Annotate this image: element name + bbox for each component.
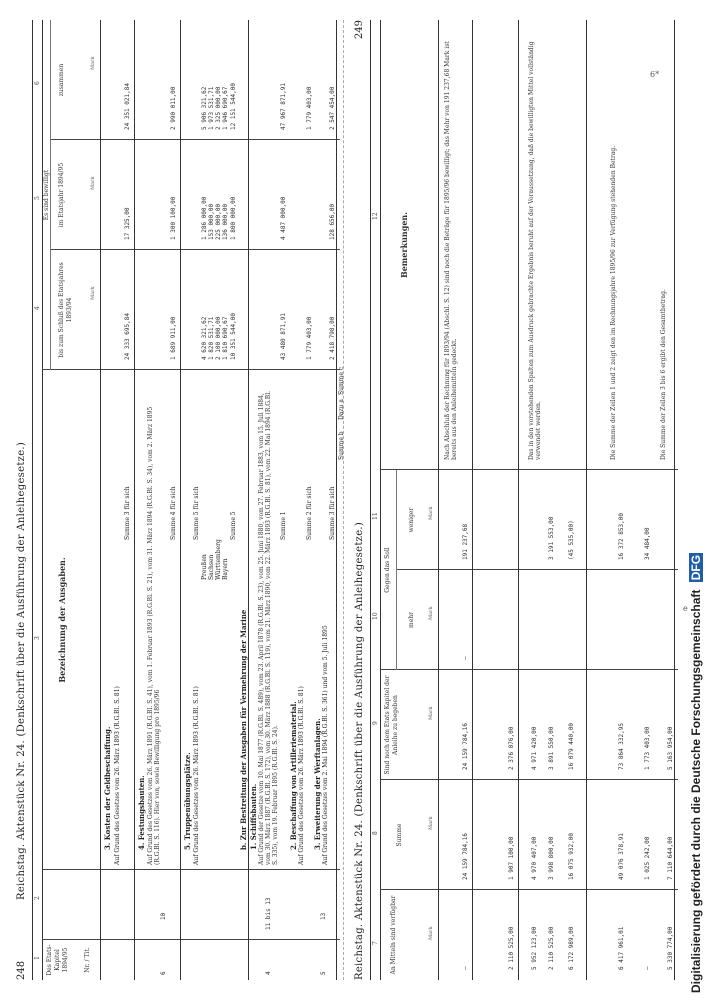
right-page: Reichstag. Aktenstück Nr. 24. (Denkschrift über die Ausführung der Anleihegesetze.) 249 7 8 9 10 11 12 An Mitteln sind verfügbar Summe Sind noch dem Etats Kapitel der Anleihe zu begeben Gegen das Soll mehr weniger Bemerkungen. Mark Mark Mark Mark Mark — 24 159 784,16 24 159 784,16 — 191 237,68 Nach Abschluß der Rechnung für 1893/94 (Abschl. S. 12) sind noch die Beträge für 1895/96 bewilligt; das Mehr von 191 237,68 Mark ist bereits aus den Anleihemitteln gedeckt. 2 110 525,00 1 907 100,00 2 376 076,00 5 952 123,00 4 970 407,00 4 971 420,00 Das in den vorstehenden Spalten zum Ausdruck gebrachte Ergebnis beruht auf der Voraussetzung, daß die bewilligten Mittel vollständig verwendet werden. 2 110 525,00 3 998 800,00 3 891 550,00 3 191 553,00 6 172 989,00 16 075 932,00 16 079 440,00 (45 535,00) 6 417 961,01 49 076 378,91 73 864 332,95 16 372 853,00 Die Summe der Zeilen 1 und 2 zeigt den im Rechnungsjahre 1895/96 zur Verfügung stehenden Betrag. — 1 025 242,00 1 773 403,00 34 484,00 5 330 774,00 7 110 644,00 5 163 954,00 Die Summe der Zeilen 3 bis 6 ergibt den Gesamtbetrag. — [348, 0, 688, 1000]
col-number: 7 — [372, 941, 379, 945]
unit-label: Mark — [90, 176, 96, 190]
bemerkungen-header: Bemerkungen. — [399, 211, 409, 279]
soll-header: Gegen das Soll — [384, 547, 391, 593]
left-running-title: Reichstag. Aktenstück Nr. 24. (Denkschrift über die Ausführung der Anleihegesetze.) — [16, 441, 27, 900]
col-number: 11 — [372, 512, 379, 520]
col-number: 6 — [34, 81, 41, 85]
col-number: 4 — [34, 306, 41, 310]
desc-header: Bezeichnung der Ausgaben. — [57, 557, 67, 683]
section-b-title: b. Zur Bestreitung der Ausgaben für Vermehrung der Marine — [239, 609, 248, 850]
col-number: 8 — [372, 831, 379, 835]
right-running-title: Reichstag. Aktenstück Nr. 24. (Denkschrift über die Ausführung der Anleihegesetze.) — [354, 521, 365, 980]
fuer-header: im Etatsjahr 1894/95 — [58, 162, 65, 228]
credit-text: Digitalisierung gefördert durch die Deutsche Forschungsgemeinschaft — [689, 589, 703, 993]
col-number: 3 — [34, 636, 41, 640]
unit-label: Mark — [90, 286, 96, 300]
summe-header: Summe — [396, 823, 403, 847]
page-seam — [343, 20, 344, 980]
nr-header: Des Etats-Kapitel 1894/95 Nr. / Tit. — [46, 944, 91, 976]
mehr-header: mehr — [408, 612, 415, 628]
left-page-number: 248 — [16, 960, 27, 980]
margin-mark: e — [683, 604, 688, 613]
verfuegbar-header: An Mitteln sind verfügbar — [390, 895, 397, 975]
dfg-credit — [689, 18, 705, 993]
bewilligt-header: Es sind bewilligt — [43, 169, 50, 221]
right-page-number: 249 — [354, 20, 365, 40]
anleihe-header: Sind noch dem Etats Kapitel der Anleihe zu begeben — [384, 675, 399, 775]
dfg-logo: DFG — [689, 554, 703, 581]
unit-label: Mark — [90, 56, 96, 70]
col-number: 12 — [372, 212, 379, 220]
left-page: 248 Reichstag. Aktenstück Nr. 24. (Denkschrift über die Ausführung der Anleihegesetze.) 1 2 3 4 5 6 Des Etats-Kapitel 1894/95 Nr. / Tit. Bezeichnung der Ausgaben. Es sind bewilligt bis zum Schluß des Etatsjahres 1893/94 im Etatsjahr 1894/95 zusammen Mark Mark Mark 3. Kosten der Geldbeschaffung. Auf Grund des Gesetzes vom 26. März 1893 (R.G.Bl. S. 81) Summe 3 für sich 24 333 695,84 17 325,00 24 351 021,84 6 10 4. Festungsbauten. Auf Grund des Gesetzes vom 26. März 1891 (R.G.Bl. S. 41), vom 1. Februar 1893 (R.G.Bl. S. 21), vom 31. März 1894 (R.G.Bl. S. 34), vom 2. März 1895 (R.G.Bl. S. 116). Hier von, sowie Bewilligung pro 1895/96 Summe 4 für sich 1 689 911,00 1 300 100,00 2 990 011,00 5. Truppenübungsplätze. Auf Grund des Gesetzes vom 26. März 1893 (R.G.Bl. S. 81) Summe 5 für sich Preußen Sachsen Württemberg Bayern 4 620 321,62 1 286 000,00 5 906 321,62 1 820 531,71 153 000,00 1 973 531,71 2 100 000,00 225 000,00 2 325 000,00 1 810 690,67 136 000,00 1 946 690,67 Summe 5 10 351 544,00 1 800 000,00 12 151 544,00 b. Zur Bestreitung der Ausgaben für Vermehrung der Marine 4 11 bis 13 1. Schiffsbauten. Auf Grund der Gesetze vom 10. Mai 1877 (R.G.Bl. S. 489), vom 23. April 1878 (R.G.Bl. S. 23), vom 25. Juni 1880, vom 27. Februar 1883, vom 15. Juli 1884, vom 30. März 1887 (R.G.Bl. S. 172), vom 30. März 1888 (R.G.Bl. S. 119), vom 21. März 1890, vom 22. März 1893 (R.G.Bl. S. 81), vom 22. Mai 1894 (R.G.Bl. S. 335), vom 19. Februar 1895 (R.G.Bl. S. 24). Summe 1 43 480 871,91 4 487 000,00 47 967 871,91 2. Beschaffung von Artilleriematerial. Auf Grund des Gesetzes vom 26. März 1893 (R.G.Bl. S. 81) Summe 2 für sich 1 779 403,00 1 779 403,00 5 13 3. Erweiterung der Werftanlagen. Auf Grund des Gesetzes vom 2. Mai 1894 (R.G.Bl. S. 361) und vom 5. Juli 1895 Summe 3 für sich 2 418 798,00 128 656,00 2 547 454,00 Summe b Dazu a Summe c — [10, 0, 350, 1000]
margin-mark: 6* — [650, 70, 660, 79]
left-header — [16, 20, 32, 980]
bis-header: bis zum Schluß des Etatsjahres 1893/94 — [58, 262, 73, 358]
weniger-header: weniger — [408, 507, 415, 533]
col-number: 5 — [34, 196, 41, 200]
right-header — [354, 20, 370, 980]
col-number: 10 — [372, 612, 379, 620]
col-number: 1 — [34, 956, 41, 960]
col-number: 9 — [372, 721, 379, 725]
col-number: 2 — [34, 896, 41, 900]
zusammen-header: zusammen — [58, 63, 65, 97]
